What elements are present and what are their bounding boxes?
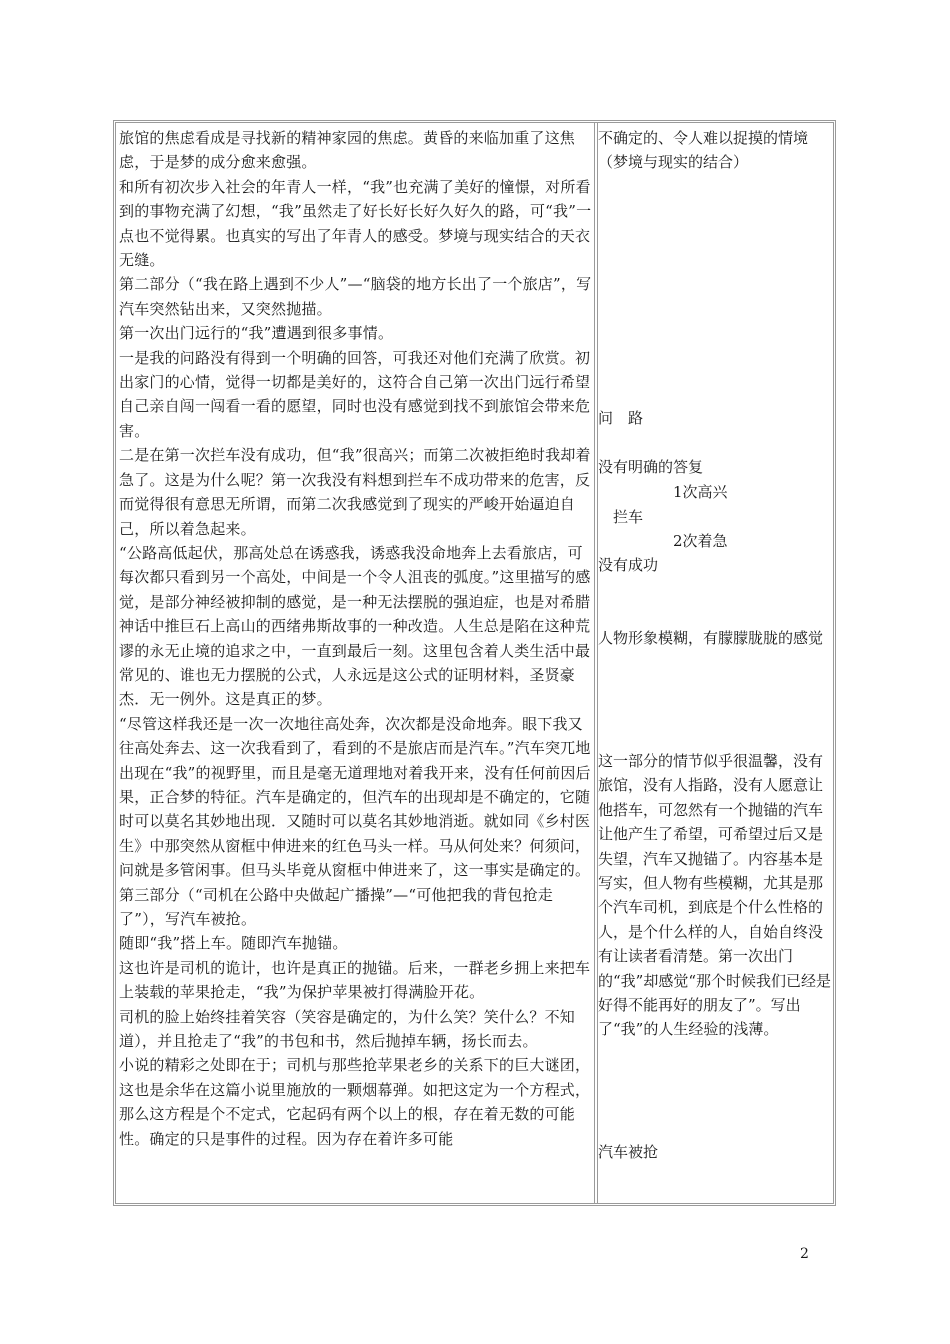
margin-note: 拦车 bbox=[598, 508, 644, 526]
paragraph: 第二部分（“我在路上遇到不少人”—“脑袋的地方长出了一个旅店”，写汽车突然钻出来，又突然抛描。 bbox=[119, 275, 592, 318]
margin-note: 没有成功 bbox=[598, 556, 659, 574]
margin-note: 汽车被抢 bbox=[598, 1143, 659, 1161]
left-column bbox=[119, 126, 594, 1151]
paragraph: 第三部分（“司机在公路中央做起广播操”—“可他把我的背包抢走了”），写汽车被抢。 bbox=[119, 885, 554, 928]
margin-note: 这一部分的情节似乎很温馨，没有旅馆，没有人指路，没有人愿意让他搭车，可忽然有一个抛锚的汽车让他产生了希望，可希望过后又是失望，汽车又抛锚了。内容基本是写实，但人物有些模糊，尤其是那个汽车司机，到底是个什么性格的人，是个什么样的人，自始自终没有让读者看清楚。第一次出门的“我”却感觉“那个时候我们已经是好得不能再好的朋友了”。写出了“我”的人生经验的浅薄。 bbox=[598, 752, 832, 1039]
paragraph: 旅馆的焦虑看成是寻找新的精神家园的焦虑。黄昏的来临加重了这焦虑，于是梦的成分愈来愈强。 bbox=[119, 129, 576, 172]
paragraph: 这也许是司机的诡计，也许是真正的抛锚。后来，一群老乡拥上来把车上装载的苹果抢走，“我”为保护苹果被打得满脸开花。 bbox=[119, 958, 591, 1002]
margin-note: 问 路 bbox=[598, 409, 644, 427]
margin-note: 2次着急 bbox=[598, 532, 728, 550]
paragraph: “尽管这样我还是一次一次地往高处奔，次次都是没命地奔。眼下我又往高处奔去、这一次我看到了，看到的不是旅店而是汽车。”汽车突兀地出现在“我”的视野里，而且是毫无道理地对着我开来，没有任何前因后果，正合梦的特征。汽车是确定的，但汽车的出现却是不确定的，它随时可以莫名其妙地出现．又随时可以莫名其妙地消逝。就如同《乡村医生》中那突然从窗框中伸进来的红色马头一样。马从何处来？何须问，问就是多管闲事。但马头毕竟从窗框中伸进来了，这一事实是确定的。 bbox=[119, 714, 591, 880]
paragraph: 第一次出门远行的“我”遭遇到很多事情。 bbox=[119, 324, 394, 343]
page-number: 2 bbox=[800, 1246, 809, 1262]
margin-note: 人物形象模糊，有朦朦胧胧的感觉 bbox=[598, 629, 824, 647]
paragraph: 二是在第一次拦车没有成功，但“我”很高兴；而第二次被拒绝时我却着急了。这是为什么呢？第一次我没有料想到拦车不成功带来的危害，反而觉得很有意思无所谓，而第二次我感觉到了现实的严峻开始逼迫自己，所以着急起来。 bbox=[119, 446, 591, 538]
margin-note: 没有明确的答复 bbox=[598, 458, 704, 476]
margin-note: 不确定的、令人难以捉摸的情境（梦境与现实的结合） bbox=[598, 129, 809, 172]
paragraph: 一是我的问路没有得到一个明确的回答，可我还对他们充满了欣赏。初出家门的心情，觉得一切都是美好的，这符合自己第一次出门远行希望自己亲自闯一闯看一看的愿望，同时也没有感觉到找不到旅馆会带来危害。 bbox=[119, 348, 591, 440]
right-column bbox=[598, 126, 834, 1200]
paragraph: 和所有初次步入社会的年青人一样，“我”也充满了美好的憧憬，对所看到的事物充满了幻想，“我”虽然走了好长好长好久好久的路，可“我”一点也不觉得累。也真实的写出了年青人的感受。梦境与现实结合的天衣无缝。 bbox=[119, 177, 592, 270]
paragraph: 小说的精彩之处即在于；司机与那些抢苹果老乡的关系下的巨大谜团，这也是余华在这篇小说里施放的一颗烟幕弹。如把这定为一个方程式，那么这方程是个不定式，它起码有两个以上的根，存在着无数的可能性。确定的只是事件的过程。因为存在着许多可能 bbox=[119, 1056, 591, 1148]
paragraph: 司机的脸上始终挂着笑容（笑容是确定的，为什么笑？笑什么？不知道），并且抢走了“我”的书包和书，然后抛掉车辆，扬长而去。 bbox=[119, 1007, 576, 1051]
margin-note: 1次高兴 bbox=[598, 483, 728, 501]
paragraph: “公路高低起伏，那高处总在诱惑我，诱惑我没命地奔上去看旅店，可每次都只看到另一个高处，中间是一个令人沮丧的弧度。”这里描写的感觉，是部分神经被抑制的感觉，是一种无法摆脱的强迫症，也是对希腊神话中推巨石上高山的西绪弗斯故事的一种改造。人生总是陷在这种荒谬的永无止境的追求之中，一直到最后一刻。这里包含着人类生活中最常见的、谁也无力摆脱的公式，人永远是这公式的证明材料，圣贤豪杰．无一例外。这是真正的梦。 bbox=[119, 543, 591, 709]
paragraph: 随即“我”搭上车。随即汽车抛锚。 bbox=[119, 934, 348, 953]
